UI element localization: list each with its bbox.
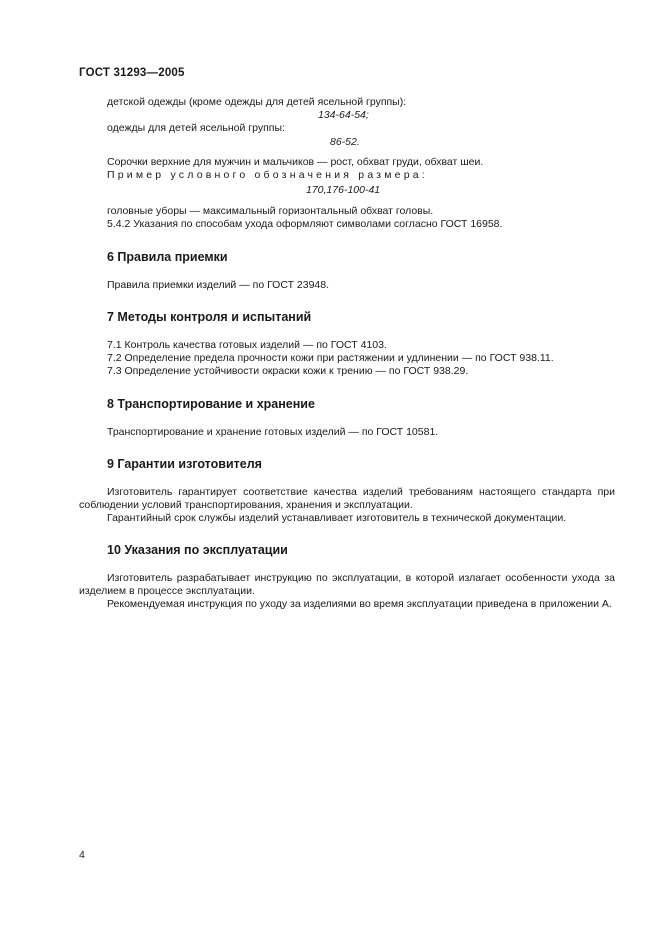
section-title: 7 Методы контроля и испытаний [107,310,312,324]
section-paragraph: Изготовитель разрабатывает инструкцию по эксплуатации, в которой излагает особенности ухода за изделием в процессе эксплуатации. [79,572,615,598]
text-line: Сорочки верхние для мужчин и мальчиков — рост, обхват груди, обхват шеи. [107,156,484,168]
section-title: 10 Указания по эксплуатации [107,543,288,557]
size-code: 86-52. [330,136,360,148]
text-line: 5.4.2 Указания по способам ухода оформляют символами согласно ГОСТ 16958. [107,218,503,230]
page-number: 4 [79,849,85,861]
section-paragraph: Рекомендуемая инструкция по уходу за изделиями во время эксплуатации приведена в приложении А. [107,598,612,610]
text-line: головные уборы — максимальный горизонтальный обхват головы. [107,205,434,217]
section-title: 6 Правила приемки [107,250,228,264]
example-label: Пример условного обозначения размера: [107,169,428,181]
text-line: детской одежды (кроме одежды для детей ясельной группы): [107,96,407,108]
size-code: 134-64-54; [318,109,369,121]
section-text: Правила приемки изделий — по ГОСТ 23948. [107,279,330,291]
section-paragraph: Гарантийный срок службы изделий устанавливает изготовитель в технической документации. [107,512,567,524]
document-header: ГОСТ 31293—2005 [79,67,185,79]
section-text: 7.1 Контроль качества готовых изделий — по ГОСТ 4103. [107,339,387,351]
size-code: 170,176-100-41 [306,184,381,196]
section-title: 8 Транспортирование и хранение [107,397,315,411]
section-paragraph: Изготовитель гарантирует соответствие качества изделий требованиям настоящего стандарта при соблюдении условий транспортирования, хранения и эксплуатации. [79,486,615,512]
section-text: 7.3 Определение устойчивости окраски кожи к трению — по ГОСТ 938.29. [107,365,469,377]
section-text: Транспортирование и хранение готовых изделий — по ГОСТ 10581. [107,426,439,438]
section-text: 7.2 Определение предела прочности кожи при растяжении и удлинении — по ГОСТ 938.11. [107,352,554,364]
text-line: одежды для детей ясельной группы: [107,122,285,134]
section-title: 9 Гарантии изготовителя [107,457,262,471]
